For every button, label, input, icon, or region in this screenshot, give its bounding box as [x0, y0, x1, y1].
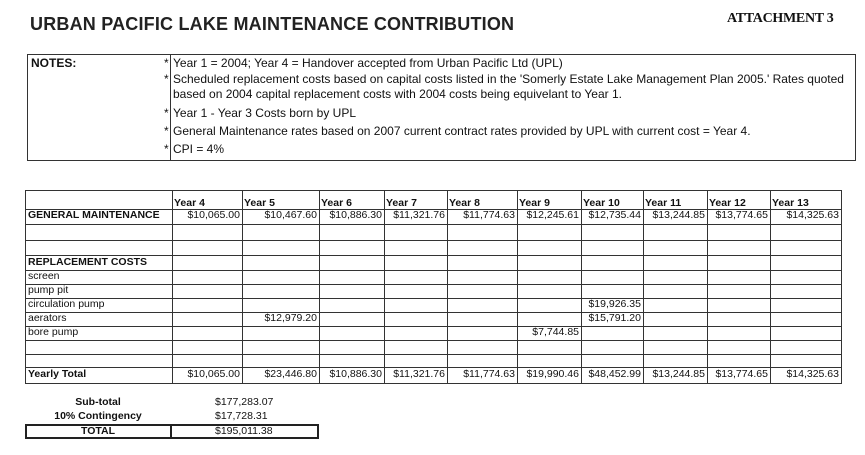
- gm-cell: $11,321.76: [393, 209, 445, 221]
- note-item: * CPI = 4%: [164, 142, 225, 156]
- replacement-item-label: screen: [28, 270, 60, 282]
- replacement-cell: $19,926.35: [588, 298, 641, 310]
- total-label: TOTAL: [80, 425, 116, 437]
- gm-cell: $14,325.63: [786, 209, 839, 221]
- replacement-item-label: circulation pump: [28, 298, 105, 310]
- gm-cell: $13,244.85: [652, 209, 705, 221]
- replacement-item-label: pump pit: [28, 284, 69, 296]
- subtotal-value: $177,283.07: [215, 396, 274, 408]
- yearly-total-cell: $13,244.85: [652, 368, 705, 380]
- year-header: Year 7: [386, 197, 417, 209]
- yearly-total-cell: $19,990.46: [526, 368, 579, 380]
- gm-cell: $10,065.00: [187, 209, 240, 221]
- replacement-cell: $7,744.85: [532, 326, 579, 338]
- yearly-total-cell: $48,452.99: [588, 368, 641, 380]
- note-item: * Scheduled replacement costs based on capital costs listed in the 'Somerly Estate Lake Management Plan 2005.' Rates quoted based on 2004 capital replacement costs with 2004 costs being equivelant to Year 1.: [164, 71, 844, 101]
- yearly-total-cell: $10,065.00: [187, 368, 240, 380]
- year-header: Year 8: [449, 197, 480, 209]
- replacement-item-label: bore pump: [28, 326, 79, 338]
- year-header: Year 10: [583, 197, 620, 209]
- year-header: Year 12: [709, 197, 746, 209]
- replacement-costs-heading: REPLACEMENT COSTS: [28, 256, 148, 268]
- year-header: Year 13: [772, 197, 809, 209]
- notes-label: NOTES:: [31, 56, 77, 70]
- yearly-total-cell: $10,886.30: [329, 368, 382, 380]
- yearly-total-cell: $11,321.76: [393, 368, 445, 380]
- year-header: Year 11: [645, 197, 682, 209]
- note-item: * General Maintenance rates based on 2007 current contract rates provided by UPL with current cost = Year 4.: [164, 124, 751, 138]
- document-title: URBAN PACIFIC LAKE MAINTENANCE CONTRIBUTION: [30, 14, 515, 34]
- gm-cell: $10,467.60: [264, 209, 317, 221]
- note-item: * Year 1 = 2004; Year 4 = Handover accepted from Urban Pacific Ltd (UPL): [164, 56, 563, 70]
- gm-cell: $11,774.63: [463, 209, 515, 221]
- replacement-item-label: aerators: [28, 312, 67, 324]
- yearly-total-label: Yearly Total: [28, 368, 87, 380]
- replacement-cell: $15,791.20: [588, 312, 641, 324]
- gm-cell: $10,886.30: [329, 209, 382, 221]
- attachment-label: ATTACHMENT 3: [727, 11, 834, 26]
- contingency-value: $17,728.31: [215, 410, 268, 422]
- year-header: Year 6: [321, 197, 352, 209]
- year-header: Year 5: [244, 197, 275, 209]
- total-box-divider: [170, 424, 172, 439]
- yearly-total-cell: $13,774.65: [715, 368, 768, 380]
- yearly-total-cell: $23,446.80: [264, 368, 317, 380]
- year-header: Year 4: [174, 197, 205, 209]
- year-header: Year 9: [519, 197, 550, 209]
- total-value: $195,011.38: [215, 425, 273, 437]
- note-item: * Year 1 - Year 3 Costs born by UPL: [164, 106, 356, 120]
- gm-cell: $12,245.61: [526, 209, 579, 221]
- yearly-total-cell: $14,325.63: [786, 368, 839, 380]
- general-maintenance-label: GENERAL MAINTENANCE: [28, 209, 160, 221]
- contingency-label: 10% Contingency: [54, 410, 142, 422]
- gm-cell: $12,735.44: [588, 209, 641, 221]
- subtotal-label: Sub-total: [75, 396, 121, 408]
- gm-cell: $13,774.65: [715, 209, 768, 221]
- yearly-total-cell: $11,774.63: [463, 368, 515, 380]
- replacement-cell: $12,979.20: [264, 312, 317, 324]
